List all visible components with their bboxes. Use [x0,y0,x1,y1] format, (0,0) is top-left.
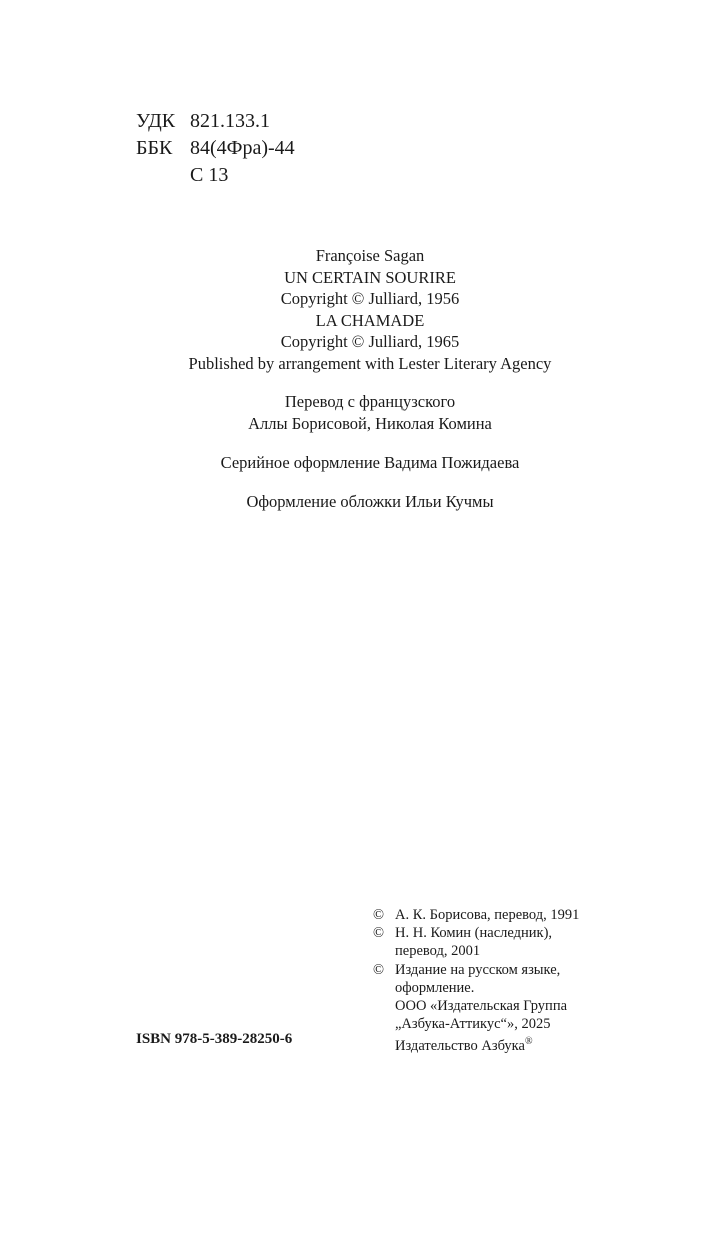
rights-item-translator-1 [373,906,633,924]
classification-block [136,108,295,189]
rights-text-continued: ООО «Издательская Группа [395,998,568,1015]
bbk-value: 84(4Фра)-44 [190,137,295,159]
copyright-2: Copyright © Julliard, 1965 [280,332,460,351]
author-mark: С 13 [190,164,229,186]
publisher-name-line [373,1033,633,1055]
author-mark-row [136,162,295,189]
copyright-symbol: © [373,961,385,978]
cover-design-credit [0,491,709,513]
arrangement-note: Published by arrangement with Lester Literary Agency [188,353,552,373]
rights-text-continued: перевод, 2001 [395,943,481,960]
series-design-credit [0,452,709,474]
udc-row [136,108,295,135]
rights-item-translator-2 [373,924,633,942]
translation-credit [0,391,709,434]
translation-line-1: Перевод с французского [284,392,456,411]
copyright-1: Copyright © Julliard, 1956 [280,289,460,308]
copyright-symbol: © [373,925,385,942]
series-design-line: Серийное оформление Вадима Пожидаева [220,453,520,472]
rights-item-publisher [373,961,633,979]
original-title-1: UN CERTAIN SOURIRE [284,267,456,287]
udc-label: УДК [136,110,176,132]
rights-text-continued: „Азбука-Аттикус“», 2025 [395,1016,551,1033]
rights-text: Н. Н. Комин (наследник), [395,925,553,942]
registered-mark: ® [524,1036,533,1048]
cover-design-line: Оформление обложки Ильи Кучмы [246,492,494,511]
original-author: Françoise Sagan [315,246,425,265]
rights-text: А. К. Борисова, перевод, 1991 [395,907,580,923]
publisher-name: Издательство Азбука [395,1038,525,1055]
udc-value: 821.133.1 [190,110,270,132]
bbk-row [136,135,295,162]
original-title-2: LA CHAMADE [315,310,425,330]
translation-line-2: Аллы Борисовой, Николая Комина [248,413,492,433]
rights-text: Издание на русском языке, [395,961,561,978]
rights-block [373,906,633,1056]
original-edition-block [0,245,709,374]
copyright-symbol: © [373,907,385,923]
isbn: ISBN 978-5-389-28250-6 [136,1031,293,1047]
bbk-label: ББК [136,137,173,159]
rights-text-continued: оформление. [395,979,475,996]
